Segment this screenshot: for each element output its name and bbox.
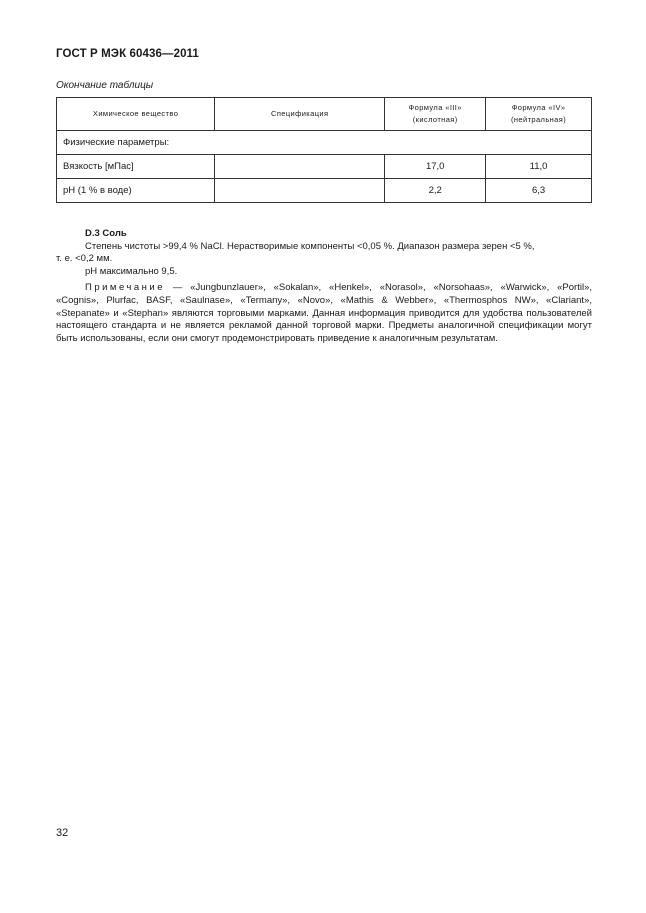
page-number: 32 (56, 827, 69, 839)
row-formula-iv-value: 6,3 (486, 179, 592, 203)
table-caption: Окончание таблицы (56, 80, 154, 91)
header-formula-iii (385, 98, 486, 131)
note-label: Примечание (85, 282, 165, 294)
table-row (57, 179, 592, 203)
section-salt (56, 228, 592, 345)
row-formula-iii-value: 2,2 (385, 179, 486, 203)
row-formula-iii-value: 17,0 (385, 155, 486, 179)
purity-line-1: Степень чистоты >99,4 % NaCl. Нерастворимые компоненты <0,05 %. Диапазон размера зерен <5 %, (85, 240, 535, 252)
row-name: pH (1 % в воде) (57, 179, 215, 203)
physical-parameters-label: Физические параметры: (57, 131, 592, 155)
row-name: Вязкость [мПас] (57, 155, 215, 179)
header-formula-iv-type: (нейтральная) (510, 115, 567, 124)
table-header-row (57, 98, 592, 131)
note-paragraph (56, 282, 592, 345)
row-spec (215, 155, 385, 179)
header-formula-iv-name: Формула «IV» (511, 103, 566, 112)
purity-text (56, 241, 592, 266)
note-text: — «Jungbunzlauer», «Sokalan», «Henkel», «Norasol», «Norsohaas», «Warwick», «Portil», «Cognis», Plurfac, BASF, «Saulnase», «Termany», «Novo», «Mathis & Webber», «Thermosphos NW», «Clariant», «Stepanate» и «Stephan» являются торговыми марками. Данная информация приводится для удобства пользователей настоящего стандарта и не является рекламой данной торговой марки. Предметы аналогичной спецификации могут быть использованы, если они смогут продемонстрировать приведение к аналогичным результатам. (56, 282, 592, 344)
document-header: ГОСТ Р МЭК 60436—2011 (56, 48, 199, 60)
section-title: D.3 Соль (85, 228, 127, 239)
row-spec (215, 179, 385, 203)
header-chemical-substance: Химическое вещество (57, 98, 215, 131)
specification-table (56, 97, 592, 203)
ph-text: pH максимально 9,5. (85, 265, 178, 277)
header-formula-iii-type: (кислотная) (412, 115, 458, 124)
table-row (57, 155, 592, 179)
table-group-row (57, 131, 592, 155)
header-specification: Спецификация (215, 98, 385, 131)
header-formula-iii-name: Формула «III» (408, 103, 462, 112)
row-formula-iv-value: 11,0 (486, 155, 592, 179)
purity-line-2: т. е. <0,2 мм. (56, 253, 113, 265)
header-formula-iv (486, 98, 592, 131)
